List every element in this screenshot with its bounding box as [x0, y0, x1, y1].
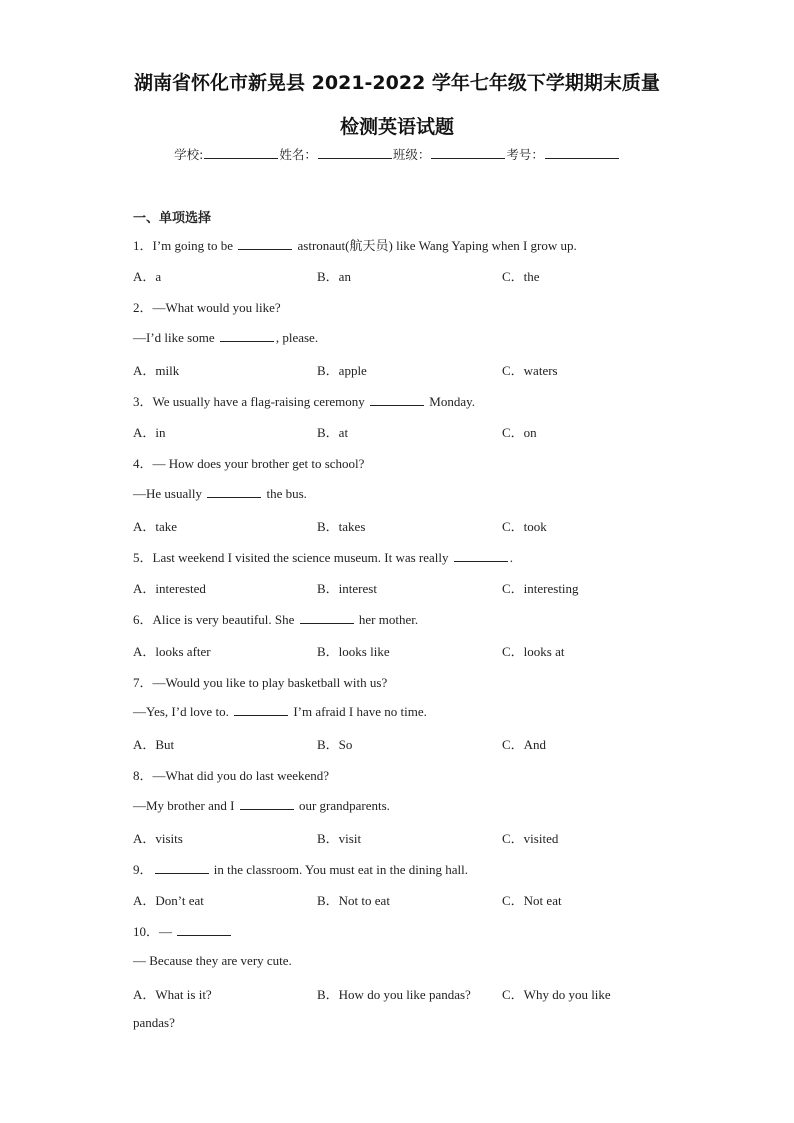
option-c: C．the: [502, 269, 540, 284]
question-1: [133, 235, 577, 254]
question-5: [133, 547, 513, 566]
option-a: A．visits: [133, 831, 183, 846]
option-a: A．milk: [133, 363, 180, 378]
question-2: 2．—What would you like?: [133, 300, 281, 315]
option-c: C．visited: [502, 831, 559, 846]
question-text: 10．—: [133, 924, 176, 939]
question-text: 9．: [133, 862, 153, 877]
question-10-line2: — Because they are very cute.: [133, 953, 292, 968]
option-b: B．Not to eat: [317, 893, 390, 908]
option-b: B．takes: [317, 519, 366, 534]
question-7-line2: [133, 703, 427, 720]
question-text: I’m afraid I have no time.: [290, 704, 427, 719]
question-9: [133, 859, 468, 878]
question-4-line2: [133, 485, 307, 502]
question-10: [133, 921, 233, 940]
option-c: C．on: [502, 425, 537, 440]
answer-blank: [300, 611, 354, 624]
question-text: —My brother and I: [133, 798, 238, 813]
option-b: B．So: [317, 737, 353, 752]
option-b: B．looks like: [317, 644, 390, 659]
answer-blank: [370, 393, 424, 406]
option-a: A．What is it?: [133, 987, 212, 1002]
option-c: C．waters: [502, 363, 558, 378]
option-a: A．looks after: [133, 644, 211, 659]
answer-blank: [177, 923, 231, 936]
option-a: A．take: [133, 519, 178, 534]
answer-blank: [240, 797, 294, 810]
option-c: C．took: [502, 519, 547, 534]
question-text: , please.: [275, 330, 319, 345]
option-a: A．Don’t eat: [133, 893, 204, 908]
answer-blank: [234, 703, 288, 716]
question-6: [133, 609, 418, 628]
name-blank: [318, 145, 392, 159]
option-a: A．interested: [133, 581, 206, 596]
question-text: 5．Last weekend I visited the science museum. It was really: [133, 550, 452, 565]
option-c: C．looks at: [502, 644, 565, 659]
answer-blank: [220, 329, 274, 342]
option-a: A．But: [133, 737, 175, 752]
question-8: 8．—What did you do last weekend?: [133, 768, 330, 783]
option-c: C．Why do you like: [502, 987, 611, 1002]
option-b: B．an: [317, 269, 351, 284]
question-text: astronaut(航天员) like Wang Yaping when I grow up.: [294, 238, 577, 253]
question-text: —He usually: [133, 486, 206, 501]
option-b: B．apple: [317, 363, 367, 378]
option-b: B．visit: [317, 831, 362, 846]
question-text: our grandparents.: [295, 798, 390, 813]
answer-blank: [454, 549, 508, 562]
class-blank: [431, 145, 505, 159]
question-text: Monday.: [426, 394, 476, 409]
option-c: C．interesting: [502, 581, 579, 596]
question-text: —Yes, I’d love to.: [133, 704, 233, 719]
question-7: 7．—Would you like to play basketball with us?: [133, 675, 388, 690]
question-text: 3．We usually have a flag-raising ceremony: [133, 394, 369, 409]
option-b: B．at: [317, 425, 349, 440]
option-c: C．Not eat: [502, 893, 562, 908]
question-8-line2: [133, 797, 390, 814]
answer-blank: [207, 485, 261, 498]
question-text: in the classroom. You must eat in the dining hall.: [210, 862, 468, 877]
exam-number-label: 考号：: [506, 147, 544, 162]
question-text: the bus.: [263, 486, 307, 501]
option-a: A．in: [133, 425, 166, 440]
option-b: B．How do you like pandas?: [317, 987, 471, 1002]
section-heading: 一、单项选择: [133, 211, 212, 226]
question-4: 4．— How does your brother get to school?: [133, 456, 365, 471]
option-b: B．interest: [317, 581, 377, 596]
question-text: her mother.: [355, 612, 419, 627]
question-text: 1．I’m going to be: [133, 238, 237, 253]
option-a: A．a: [133, 269, 162, 284]
school-blank: [204, 145, 278, 159]
answer-blank: [238, 237, 292, 250]
question-text: 6．Alice is very beautiful. She: [133, 612, 298, 627]
option-c-wrap: pandas?: [133, 1015, 175, 1030]
question-text: —I’d like some: [133, 330, 218, 345]
name-label: 姓名：: [279, 147, 317, 162]
question-3: [133, 391, 475, 410]
answer-blank: [155, 861, 209, 874]
school-label: 学校:: [174, 147, 204, 162]
student-info-row: [0, 145, 794, 163]
option-c: C．And: [502, 737, 547, 752]
exam-number-blank: [545, 145, 619, 159]
exam-title-line2: 检测英语试题: [339, 116, 454, 138]
question-2-line2: [133, 329, 318, 346]
class-label: 班级：: [392, 147, 431, 162]
exam-title-line1: 湖南省怀化市新晃县 2021-2022 学年七年级下学期期末质量: [134, 72, 660, 94]
question-text: .: [509, 550, 514, 565]
